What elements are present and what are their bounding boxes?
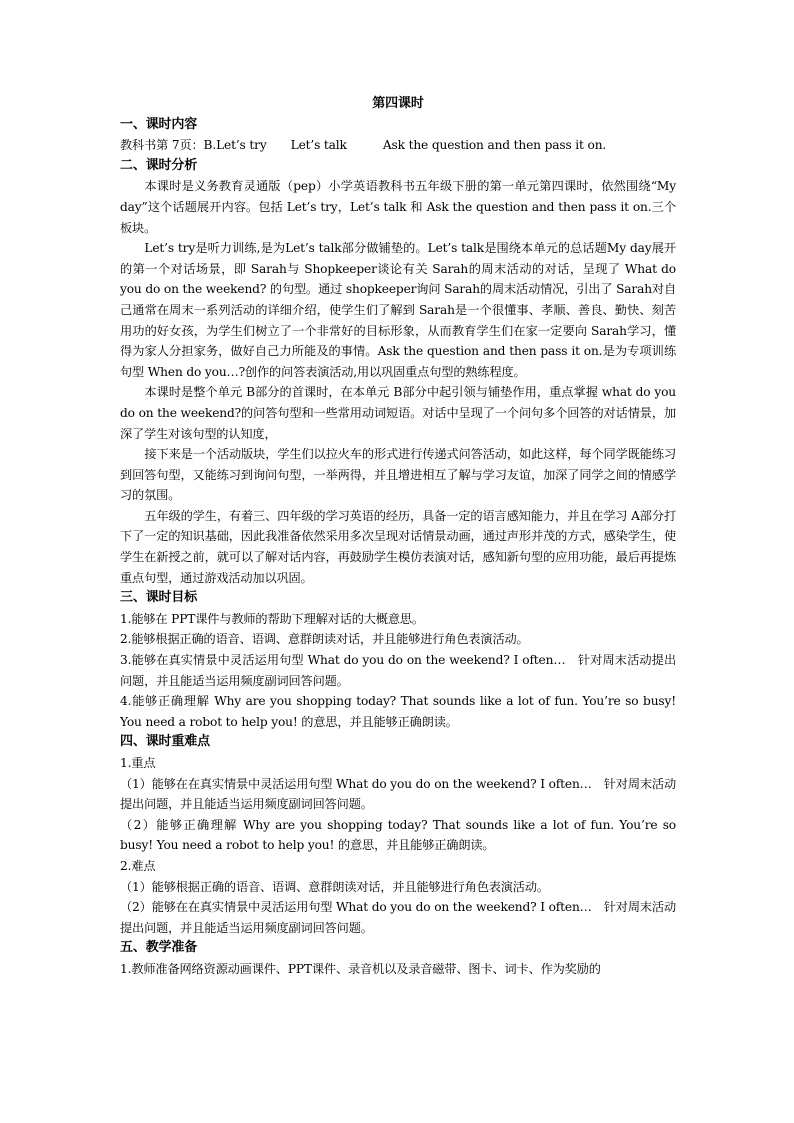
analysis-paragraph: 五年级的学生，有着三、四年级的学习英语的经历，具备一定的语言感知能力，并且在学习 A部分打下了一定的知识基础，因此我准备依然采用多次呈现对话情景动画，通过声形并茂的方式，感染学生，使学生在新授之前，就可以了解对话内容，再鼓励学生模仿表演对话，感知新句型的应用功能，最后再提炼重点句型，通过游戏活动加以巩固。 [120,508,676,585]
analysis-paragraph: 本课时是义务教育灵通版（pep）小学英语教科书五年级下册的第一单元第四课时，依然围绕“My day”这个话题展开内容。包括 Let’s try，Let’s talk 和 Ask the question and then pass it on.三个板块。 [120,179,676,235]
section-heading-preparation: 五、教学准备 [120,940,198,956]
document-title: 第四课时 [372,96,424,111]
difficulty-item: （1）能够根据正确的语音、语调、意群朗读对话，并且能够进行角色表演活动。 [120,879,549,894]
goal-item: 4.能够正确理解 Why are you shopping today? That sounds like a lot of fun. You’re so busy! You need a robot to help you! 的意思，并且能够正确朗读。 [120,694,676,729]
key-points-label: 1.重点 [120,756,156,770]
section-heading-key-points: 四、课时重难点 [120,734,210,750]
preparation-item: 1.教师准备网络资源动画课件、PPT课件、录音机以及录音磁带、图卡、词卡、作为奖励的 [120,961,601,976]
key-point-item: （1）能够在在真实情景中灵活运用句型 What do you do on the weekend? I often… 针对周末活动提出问题，并且能适当运用频度副词回答问题。 [120,776,676,812]
section-heading-goals: 三、课时目标 [120,590,198,606]
goal-item: 2.能够根据正确的语音、语调、意群朗读对话，并且能够进行角色表演活动。 [120,632,529,647]
analysis-paragraph: 本课时是整个单元 B部分的首课时，在本单元 B部分中起引领与铺垫作用，重点掌握 what do you do on the weekend?的问答句型和一些常用动词短语。对话中呈现了一个问句多个回答的对话情景，加深了学生对该句型的认知度， [120,385,676,441]
key-point-item: （2）能够正确理解 Why are you shopping today? That sounds like a lot of fun. You’re so busy! You need a robot to help you! 的意思，并且能够正确朗读。 [120,817,676,853]
analysis-paragraph: Let’s try是听力训练,是为Let’s talk部分做铺垫的。Let’s talk是围绕本单元的总话题My day展开的第一个对话场景，即 Sarah与 Shopkeeper谈论有关 Sarah的周末活动的对话，呈现了 What do you do on the weekend? 的句型。通过 shopkeeper询问 Sarah的周末活动情况，引出了 Sarah对自己通常在周末一系列活动的详细介绍，使学生们了解到 Sarah是一个很懂事、孝顺、善良、勤快、刻苦用功的好女孩，为学生们树立了一个非常好的目标形象，从而教育学生们在家一定要向 Sarah学习，懂得为家人分担家务，做好自己力所能及的事情。Ask the question and then pass it on.是为专项训练句型 When do you…?创作的问答表演活动,用以巩固重点句型的熟练程度。 [120,241,676,379]
section-heading-content: 一、课时内容 [120,116,198,132]
goal-item: 3.能够在真实情景中灵活运用句型 What do you do on the weekend? I often… 针对周末活动提出问题，并且能适当运用频度副词回答问题。 [120,653,676,688]
difficulty-label: 2.难点 [120,858,156,873]
document-page [120,94,676,980]
goal-item: 1.能够在 PPT课件与教师的帮助下理解对话的大概意思。 [120,611,424,626]
section-heading-analysis: 二、课时分析 [120,157,198,173]
content-line: 教科书第 7页：B.Let’s try Let’s talk Ask the question and then pass it on. [120,138,607,153]
analysis-paragraph: 接下来是一个活动版块，学生们以拉火车的形式进行传递式问答活动，如此这样，每个同学既能练习到回答句型，又能练习到询问句型，一举两得，并且增进相互了解与学习友谊，加深了同学之间的情感学习的氛围。 [120,447,676,503]
difficulty-item: （2）能够在在真实情景中灵活运用句型 What do you do on the weekend? I often… 针对周末活动提出问题，并且能适当运用频度副词回答问题。 [120,900,676,935]
